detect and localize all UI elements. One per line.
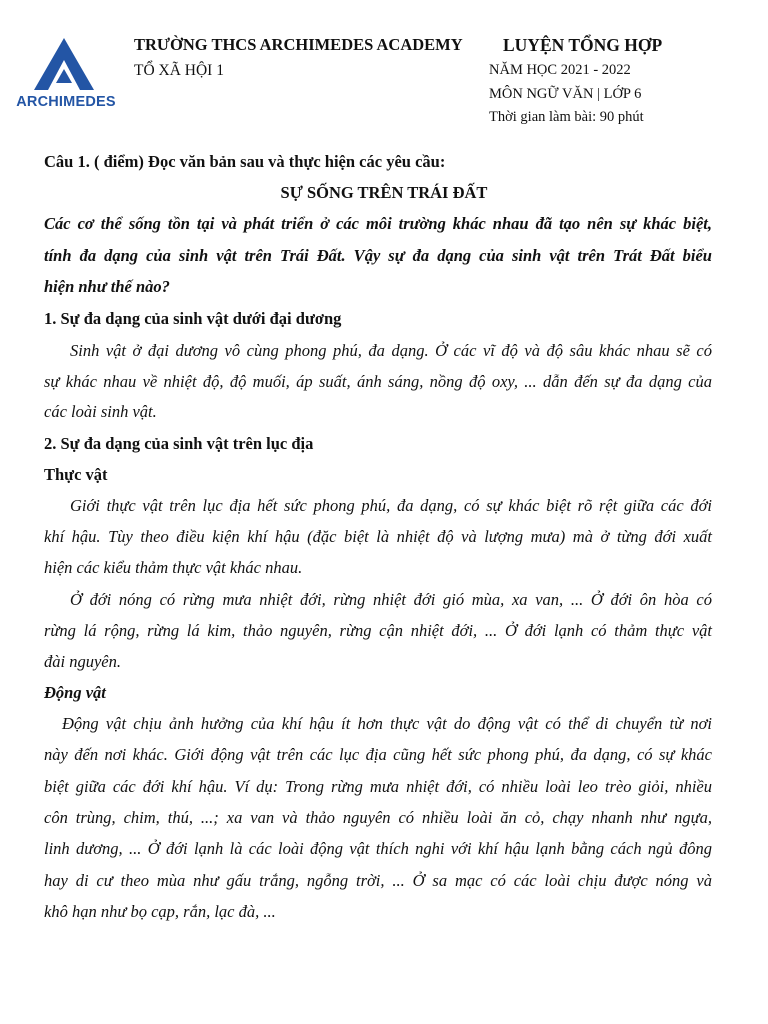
animals-heading: Động vật [44,683,106,702]
passage-title: SỰ SỐNG TRÊN TRÁI ĐẤT [280,183,488,202]
section1-line: các loài sinh vật. [44,402,157,421]
question-label: Câu 1. ( điểm) Đọc văn bản sau và thực hiện các yêu cầu: [44,152,446,171]
intro-line: tính đa dạng của sinh vật trên Trái Đất. Vậy sự đa dạng của sinh vật trên Trát Đất biểu [44,246,712,265]
intro-line: hiện như thế nào? [44,277,170,296]
plants-line: Ở đới nóng có rừng mưa nhiệt đới, rừng nhiệt đới gió mùa, xa van, ... Ở đới ôn hòa có [70,590,712,609]
intro-line: Các cơ thể sống tồn tại và phát triển ở các môi trường khác nhau đã tạo nên sự khác biệt, [44,214,712,233]
plants-line: Giới thực vật trên lục địa hết sức phong phú, đa dạng, có sự khác biệt rõ rệt giữa các đới [70,496,712,515]
section1-line: sự khác nhau về nhiệt độ, độ muối, áp suất, ánh sáng, nồng độ oxy, ... dẫn đến sự đa dạng của [44,372,712,391]
animals-line: côn trùng, chim, thú, ...; xa van và thảo nguyên có nhiều loài ăn cỏ, chạy nhanh như ngựa, [44,808,712,827]
section2-heading: 2. Sự đa dạng của sinh vật trên lục địa [44,434,314,453]
logo-a-icon [32,36,96,92]
school-name: TRƯỜNG THCS ARCHIMEDES ACADEMY [134,35,463,54]
plants-line: hiện các kiểu thảm thực vật khác nhau. [44,558,303,577]
animals-line: biệt giữa các đới khí hậu. Ví dụ: Trong rừng mưa nhiệt đới, có nhiều loài leo trèo giỏi, nhiều [44,777,712,796]
animals-line: khô hạn như bọ cạp, rắn, lạc đà, ... [44,902,276,921]
school-year: NĂM HỌC 2021 - 2022 [489,62,631,78]
plants-line: đài nguyên. [44,652,121,671]
duration: Thời gian làm bài: 90 phút [489,109,644,125]
plants-line: khí hậu. Tùy theo điều kiện khí hậu (đặc biệt là nhiệt độ và lượng mưa) mà ở từng đới xuất [44,527,712,546]
archimedes-logo [10,36,118,114]
plants-line: rừng lá rộng, rừng lá kim, thảo nguyên, rừng cận nhiệt đới, ... Ở đới lạnh có thảm thực vật [44,621,712,640]
subject: MÔN NGỮ VĂN | LỚP 6 [489,86,642,102]
section1-line: Sinh vật ở đại dương vô cùng phong phú, đa dạng. Ở các vĩ độ và độ sâu khác nhau sẽ có [70,341,712,360]
animals-line: hay di cư theo mùa như gấu trắng, ngỗng trời, ... Ở sa mạc có các loài chịu được nóng và [44,871,712,890]
animals-line: này đến nơi khác. Giới động vật trên các lục địa cũng hết sức phong phú, đa dạng, có sự khác [44,745,712,764]
department: TỔ XÃ HỘI 1 [134,62,224,79]
section1-heading: 1. Sự đa dạng của sinh vật dưới đại dương [44,309,342,328]
animals-line: linh dương, ... Ở đới lạnh là các loài động vật thích nghi với khí hậu lạnh bằng cách ngủ đông [44,839,712,858]
plants-heading: Thực vật [44,465,108,484]
logo-text: ARCHIMEDES [16,94,116,110]
animals-line: Động vật chịu ảnh hưởng của khí hậu ít hơn thực vật do động vật có thể di chuyển từ nơi [62,714,712,733]
exam-title: LUYỆN TỔNG HỢP [503,35,663,55]
